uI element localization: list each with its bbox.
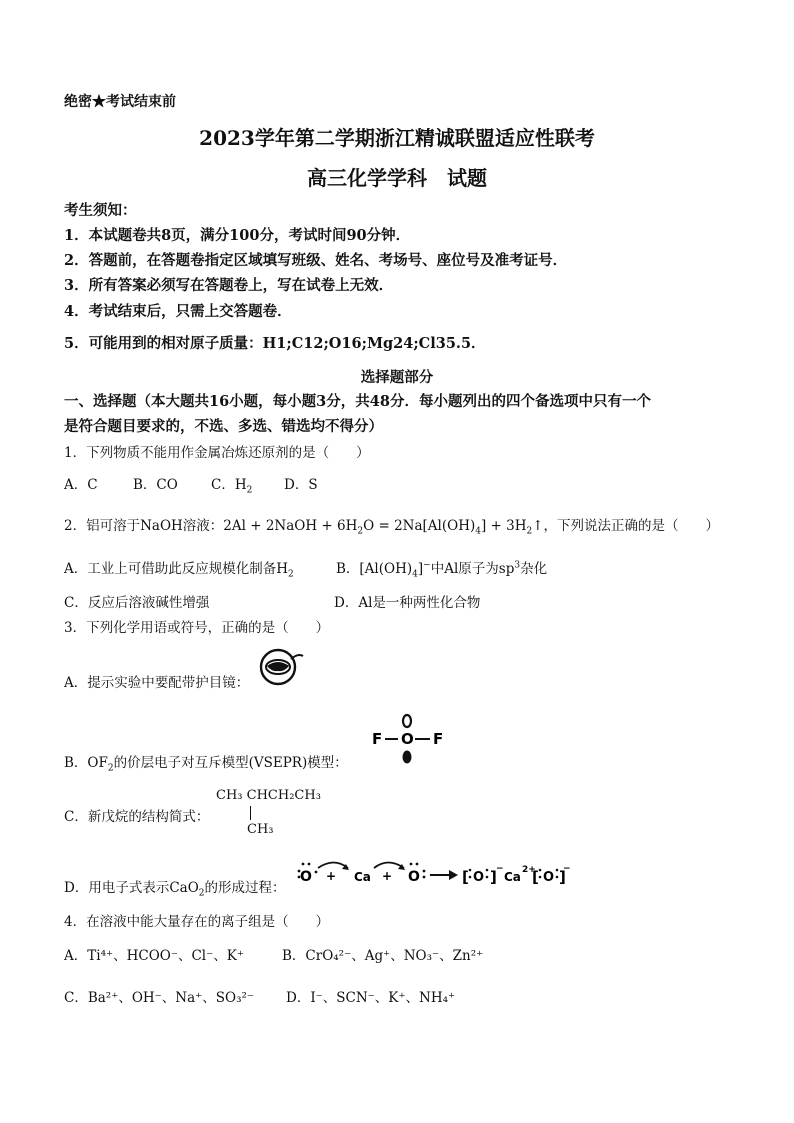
q4-option-c[interactable]: C．Ba²⁺、OH⁻、Na⁺、SO₃²⁻ — [64, 990, 255, 1006]
q1-option-b[interactable]: B．CO — [133, 477, 178, 493]
ef-minus-left: − — [496, 864, 504, 874]
lone-pair-top — [403, 715, 411, 727]
neopentane-formula-main: CH₃ CHCH₂CH₃ — [216, 788, 321, 803]
q1-option-c[interactable]: C．$H_2$ — [211, 477, 253, 496]
q3-option-c[interactable]: C．新戊烷的结构简式： — [64, 809, 210, 825]
ef-ion-calcium: Ca — [504, 870, 521, 884]
lone-pair-bottom — [403, 751, 411, 763]
ef-oxygen-left: O — [300, 869, 312, 885]
ef-minus-right: − — [563, 864, 571, 874]
goggles-icon — [258, 646, 306, 686]
notice-item: 3．所有答案必须写在答题卷上，写在试卷上无效． — [64, 277, 394, 294]
exam-subtitle: 高三化学学科 试题 — [307, 166, 487, 190]
vsepr-model-diagram — [368, 710, 462, 766]
q3-option-d[interactable]: D．用电子式表示CaO$_2$的形成过程： — [64, 880, 286, 899]
section-title: 选择题部分 — [360, 369, 434, 386]
notice-item: 4．考试结束后，只需上交答题卷． — [64, 303, 292, 320]
vsepr-left-atom: F — [372, 730, 383, 748]
notice-item: 5．可能用到的相对原子质量：H1;C12;O16;Mg24;Cl35.5． — [64, 335, 486, 352]
q2-option-d[interactable]: D．Al是一种两性化合物 — [334, 595, 481, 611]
question-2-stem: 2．铝可溶于NaOH溶液：2Al + 2NaOH + $6H_2O = 2Na[Al(OH)_4]$ + $3H_2↑$，下列说法正确的是（ ） — [64, 518, 720, 537]
q4-option-a[interactable]: A．Ti⁴⁺、HCOO⁻、Cl⁻、K⁺ — [64, 948, 244, 964]
part-instructions: 是符合题目要求的，不选、多选、错选均不得分） — [64, 418, 383, 435]
q2-option-a[interactable]: A．工业上可借助此反应规模化制备$H_2$ — [64, 561, 294, 580]
svg-text:[: [ — [462, 868, 469, 886]
q4-option-d[interactable]: D．I⁻、SCN⁻、K⁺、NH₄⁺ — [286, 990, 456, 1006]
electron-formation-diagram — [296, 858, 571, 892]
question-3-stem: 3．下列化学用语或符号，正确的是（ ） — [64, 620, 330, 636]
ef-ion-oxygen-right: O — [543, 870, 555, 885]
formula-branch-line — [250, 806, 251, 820]
svg-text:[: [ — [532, 868, 539, 886]
q3-option-b[interactable]: B．$OF_2$的价层电子对互斥模型(VSEPR)模型： — [64, 755, 348, 774]
question-4-stem: 4．在溶液中能大量存在的离子组是（ ） — [64, 914, 330, 930]
q2-option-b[interactable]: B．$[Al(OH)_4]^-$中Al原子为$sp^3$杂化 — [336, 560, 548, 580]
vsepr-center-atom: O — [401, 730, 414, 748]
neopentane-formula-branch: CH₃ — [247, 822, 274, 837]
notice-item: 2．答题前，在答题卷指定区域填写班级、姓名、考场号、座位号及准考证号． — [64, 252, 568, 269]
q3-option-a[interactable]: A．提示实验中要配带护目镜： — [64, 675, 250, 691]
svg-text:]: ] — [490, 868, 497, 886]
ef-ion-charge: 2+ — [522, 865, 536, 875]
ef-plus-left: + — [326, 869, 337, 883]
ef-oxygen-right: O — [408, 869, 420, 885]
q1-option-d[interactable]: D．S — [284, 477, 318, 493]
q4-option-b[interactable]: B．CrO₄²⁻、Ag⁺、NO₃⁻、Zn²⁺ — [282, 948, 484, 964]
ef-ion-oxygen-left: O — [473, 870, 485, 885]
confidential-mark: 绝密★考试结束前 — [64, 94, 176, 110]
ef-plus-right: + — [382, 869, 393, 883]
vsepr-right-atom: F — [433, 730, 444, 748]
notice-heading: 考生须知： — [64, 202, 137, 219]
ef-calcium: Ca — [354, 870, 371, 884]
q1-option-a[interactable]: A．C — [64, 477, 98, 493]
exam-title: 2023学年第二学期浙江精诚联盟适应性联考 — [199, 126, 595, 150]
notice-item: 1．本试题卷共8页，满分100分，考试时间90分钟． — [64, 227, 411, 244]
svg-text:]: ] — [559, 868, 566, 886]
part-instructions: 一、选择题（本大题共16小题，每小题3分，共48分．每小题列出的四个备选项中只有一个 — [64, 393, 651, 410]
q2-option-c[interactable]: C．反应后溶液碱性增强 — [64, 595, 210, 611]
question-1-stem: 1．下列物质不能用作金属冶炼还原剂的是（ ） — [64, 445, 370, 461]
